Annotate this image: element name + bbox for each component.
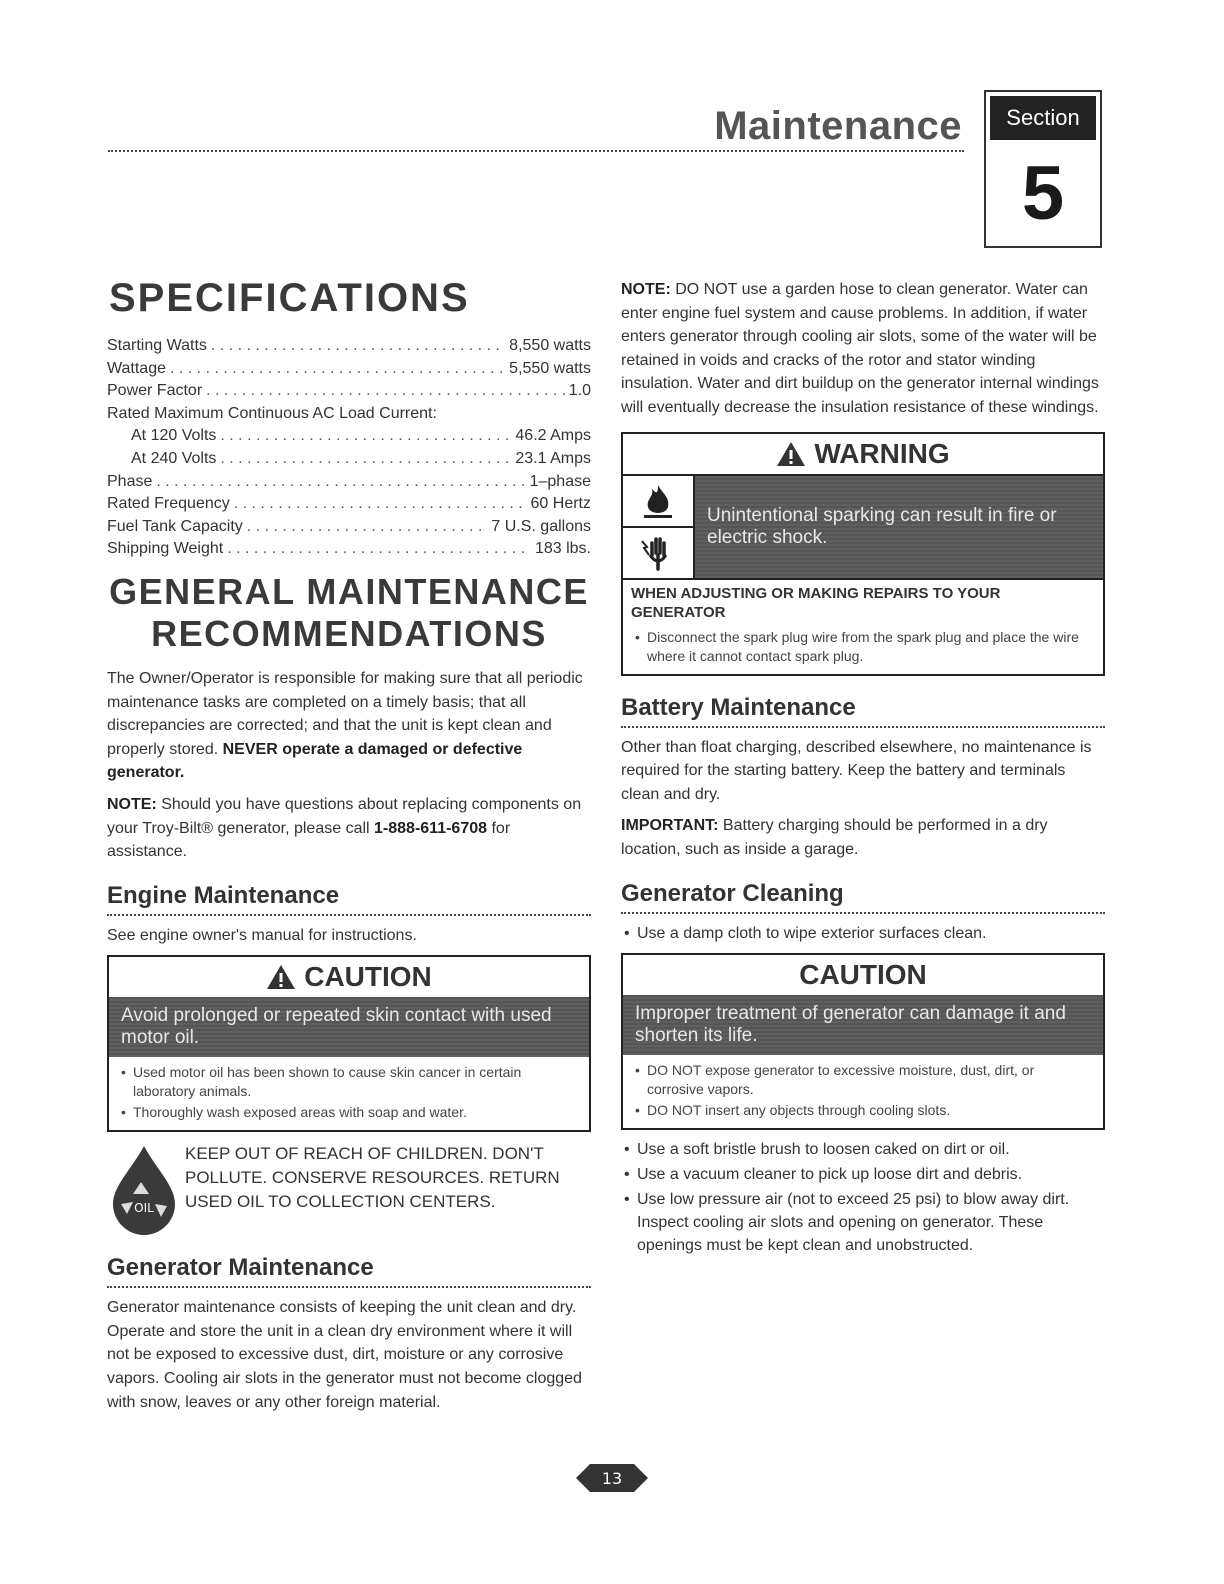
battery-text: Other than float charging, described elsewhere, no maintenance is required for the starting battery. Keep the battery and terminals clean and dry. — [621, 738, 1092, 803]
warning-bullets — [623, 622, 1103, 674]
caution-header: CAUTION — [799, 958, 927, 990]
spec-row: Power Factor . . . 1.0 — [107, 380, 591, 403]
spec-row: Starting Watts . . . 8,550 watts — [107, 335, 591, 358]
fire-icon — [623, 476, 693, 528]
spec-row: At 240 Volts . . . 23.1 Amps — [107, 448, 591, 471]
warning-banner: Unintentional sparking can result in fire or electric shock. — [695, 476, 1103, 578]
spec-row: Wattage . . . 5,550 watts — [107, 358, 591, 381]
caution-bullets — [109, 1057, 589, 1130]
cleaning-bullets — [621, 1138, 1105, 1257]
recycle-text: KEEP OUT OF REACH OF CHILDREN. DON'T POLLUTE. CONSERVE RESOURCES. RETURN USED OIL TO COLLECTION CENTERS. — [185, 1144, 560, 1212]
page-number-badge — [572, 1458, 652, 1498]
section-tab — [984, 90, 1102, 248]
list-item: • Use a damp cloth to wipe exterior surfaces clean. — [621, 922, 1105, 945]
warning-subheading: WHEN ADJUSTING OR MAKING REPAIRS TO YOUR GENERATOR — [623, 578, 1103, 622]
recycle-notice — [107, 1142, 591, 1236]
general-note: NOTE: Should you have questions about replacing components on your Troy-Bilt® generator, please call 1-888-611-6708 for assistance. — [107, 795, 582, 861]
caution-banner: Avoid prolonged or repeated skin contact with used motor oil. — [109, 997, 589, 1057]
list-item: • Disconnect the spark plug wire from the spark plug and place the wire where it cannot contact spark plug. — [633, 628, 1093, 666]
warning-triangle-icon — [776, 441, 806, 467]
battery-important: IMPORTANT: Battery charging should be performed in a dry location, such as inside a garage. — [621, 817, 1048, 858]
caution-header: CAUTION — [109, 957, 589, 997]
list-item: • DO NOT expose generator to excessive moisture, dust, dirt, or corrosive vapors. — [633, 1061, 1093, 1099]
recycle-oil-icon — [107, 1142, 181, 1236]
list-item: • Used motor oil has been shown to cause skin cancer in certain laboratory animals. — [119, 1063, 579, 1101]
list-item: • Use low pressure air (not to exceed 25 psi) to blow away dirt. Inspect cooling air slots and opening on generator. These openings must be kept clean and unobstructed. — [621, 1188, 1105, 1257]
warning-box — [621, 432, 1105, 676]
general-maintenance-heading: GENERAL MAINTENANCE RECOMMENDATIONS — [109, 570, 589, 654]
list-item: • Use a vacuum cleaner to pick up loose dirt and debris. — [621, 1163, 1105, 1186]
cleaning-caution-box — [621, 953, 1105, 1130]
generator-maintenance-text: Generator maintenance consists of keeping the unit clean and dry. Operate and store the unit in a clean dry environment where it will not be exposed to excessive dust, dirt, moisture or any corrosive vapors. Cooling air slots in the generator must not become clogged with snow, leaves or any other foreign material. — [107, 1299, 582, 1411]
warning-icons — [623, 476, 695, 578]
warning-triangle-icon — [266, 964, 296, 990]
section-label: Section — [990, 96, 1096, 140]
list-item: • DO NOT insert any objects through cooling slots. — [633, 1101, 1093, 1120]
generator-maintenance-heading: Generator Maintenance — [107, 1254, 591, 1288]
engine-caution-box — [107, 955, 591, 1132]
section-number: 5 — [1021, 151, 1065, 236]
warning-media — [623, 474, 1103, 578]
specifications-heading: SPECIFICATIONS — [109, 276, 470, 320]
load-current-label: Rated Maximum Continuous AC Load Current: — [107, 404, 437, 422]
generator-cleaning-heading: Generator Cleaning — [621, 880, 1105, 914]
page-title: Maintenance — [714, 104, 962, 148]
engine-maintenance-heading: Engine Maintenance — [107, 882, 591, 916]
engine-text: See engine owner's manual for instructions. — [107, 926, 417, 944]
hose-note: NOTE: DO NOT use a garden hose to clean generator. Water can enter engine fuel system and cause problems. In addition, if water enters generator through cooling air slots, some of the water will be retained in voids and cracks of the rotor and stator winding insulation. Water and dirt buildup on the generator internal windings will eventually decrease the insulation resistance of these windings. — [621, 281, 1099, 416]
spec-row: Rated Frequency . . . 60 Hertz — [107, 493, 591, 516]
left-column — [107, 276, 591, 1422]
general-paragraph: The Owner/Operator is responsible for making sure that all periodic maintenance tasks are completed on a timely basis; that all discrepancies are corrected; and that the unit is kept clean and properly stored. NEVER operate a damaged or defective generator. — [107, 669, 583, 782]
spec-row: Shipping Weight . . . 183 lbs. — [107, 538, 591, 561]
spec-row: Fuel Tank Capacity . . . 7 U.S. gallons — [107, 516, 591, 539]
caution-bullets — [623, 1055, 1103, 1128]
caution-banner: Improper treatment of generator can damage it and shorten its life. — [623, 995, 1103, 1055]
battery-maintenance-heading: Battery Maintenance — [621, 694, 1105, 728]
page-number: 13 — [601, 1469, 623, 1488]
header-rule — [108, 150, 964, 152]
list-item: • Thoroughly wash exposed areas with soap and water. — [119, 1103, 579, 1122]
spec-row: At 120 Volts . . . 46.2 Amps — [107, 425, 591, 448]
right-column — [621, 278, 1105, 1259]
spec-row: Phase . . . 1–phase — [107, 471, 591, 494]
svg-text:OIL: OIL — [134, 1201, 154, 1216]
warning-header: WARNING — [623, 434, 1103, 474]
list-item: • Use a soft bristle brush to loosen caked on dirt or oil. — [621, 1138, 1105, 1161]
spec-list — [107, 335, 591, 561]
electric-shock-icon — [623, 528, 693, 578]
